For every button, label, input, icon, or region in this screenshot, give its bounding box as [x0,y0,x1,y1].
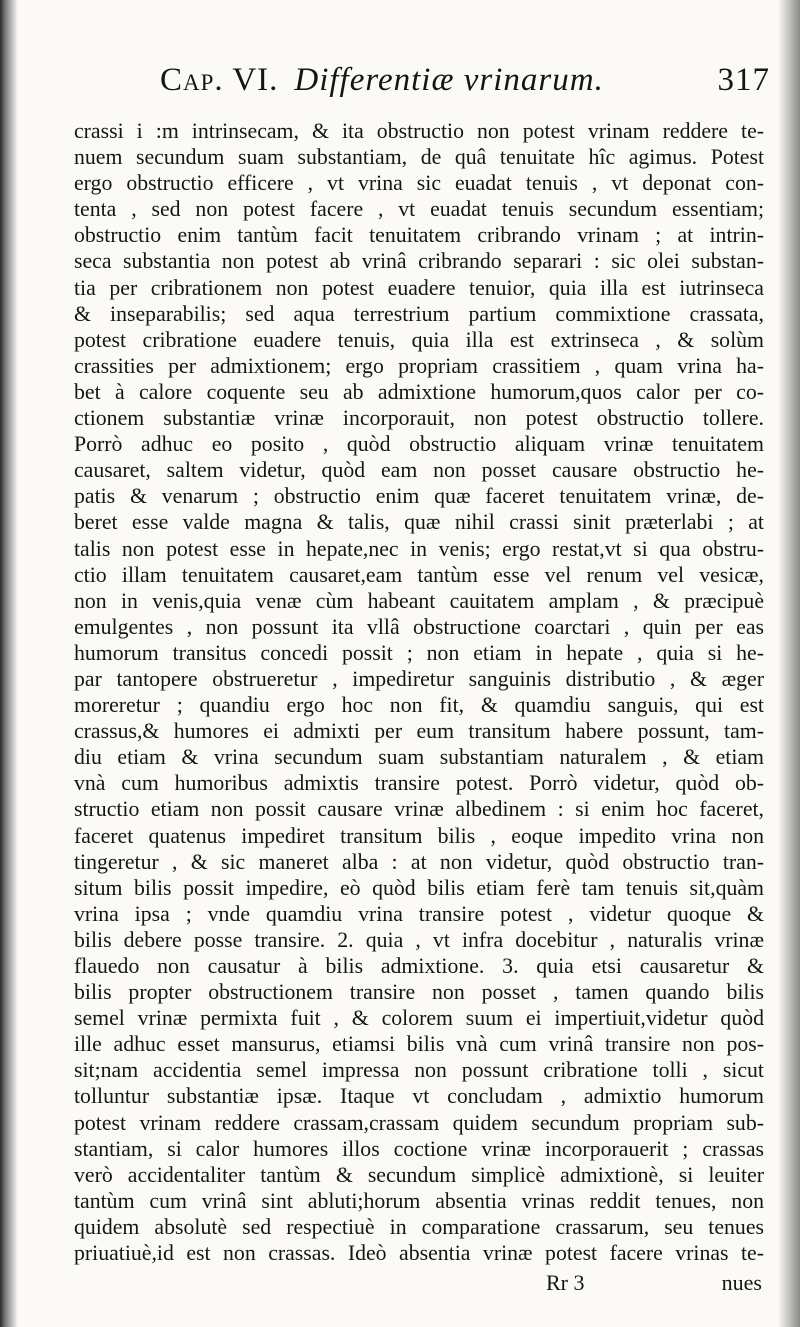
text-line: diu etiam & vrina secundum suam substantiam naturalem , & etiam [74,745,764,770]
text-line: tia per cribrationem non potest euadere tenuior, quia illa est iutrinseca [74,275,764,300]
text-line: ille adhuc esset mansurus, etiamsi bilis vnà cum vrinâ transire non pos- [74,1032,764,1057]
text-line: crassities per admixtionem; ergo propriam crassitiem , quam vrina ha- [74,353,764,378]
text-line: potest vrinam reddere crassam,crassam quidem secundum propriam sub- [74,1110,764,1135]
text-line: talis non potest esse in hepate,nec in venis; ergo restat,vt si qua obstru- [74,536,764,561]
page-number: 317 [717,62,770,98]
text-line: & inseparabilis; sed aqua terrestrium partium commixtione crassata, [74,301,764,326]
text-line: patis & venarum ; obstructio enim quæ faceret tenuitatem vrinæ, de- [74,484,764,509]
text-line: crassus,& humores ei admixti per eum transitum habere possunt, tam- [74,719,764,744]
text-line: ergo obstructio efficere , vt vrina sic euadat tenuis , vt deponat con- [74,171,764,196]
text-line: humorum transitus concedi possit ; non etiam in hepate , quia si he- [74,640,764,665]
running-header [160,62,770,108]
text-line: sit;nam accidentia semel impressa non possunt cribratione tolli , sicut [74,1058,764,1083]
text-line: emulgentes , non possunt ita vllâ obstructione coarctari , quin per eas [74,614,764,639]
text-line: tolluntur substantiæ ipsæ. Itaque vt concludam , admixtio humorum [74,1084,764,1109]
text-line: obstructio enim tantùm facit tenuitatem cribrando vrinam ; at intrin- [74,223,764,248]
text-line: potest cribratione euadere tenuis, quia illa est extrinseca , & solùm [74,327,764,352]
page-footer [74,1268,764,1302]
signature-mark: Rr 3 [546,1270,585,1295]
text-line: bilis debere posse transire. 2. quia , vt infra docebitur , naturalis vrinæ [74,927,764,952]
text-line: priuatiuè,id est non crassas. Ideò absentia vrinæ potest facere vrinas te- [74,1241,764,1266]
catchword: nues [721,1270,762,1295]
text-line: par tantopere obstrueretur , impediretur sanguinis distributio , & æger [74,666,764,691]
text-line: tantùm cum vrinâ sint abluti;horum absentia vrinas reddit tenues, non [74,1188,764,1213]
text-line: verò accidentaliter tantùm & secundum simplicè admixtionè, si leuiter [74,1162,764,1187]
text-line: tenta , sed non potest facere , vt euadat tenuis secundum essentiam; [74,197,764,222]
text-line: causaret, saltem videtur, quòd eam non posset causare obstructio he- [74,458,764,483]
text-line: faceret quatenus impediret transitum bilis , eoque impedito vrina non [74,823,764,848]
text-line: beret esse valde magna & talis, quæ nihil crassi sinit præterlabi ; at [74,510,764,535]
text-line: non in venis,quia venæ cùm habeant cauitatem amplam , & præcipuè [74,588,764,613]
text-line: moreretur ; quandiu ergo hoc non fit, & quamdiu sanguis, qui est [74,693,764,718]
text-line: Porrò adhuc eo posito , quòd obstructio aliquam vrinæ tenuitatem [74,432,764,457]
chapter-label: Cap. VI. [160,62,279,98]
text-line: semel vrinæ permixta fuit , & colorem suum ei impertiuit,videtur quòd [74,1006,764,1031]
text-line: tingeretur , & sic maneret alba : at non videtur, quòd obstructio tran- [74,849,764,874]
text-line: seca substantia non potest ab vrinâ cribrando separari : sic olei substan- [74,249,764,274]
text-line: ctio illam tenuitatem causaret,eam tantùm esse vel renum vel vesicæ, [74,562,764,587]
text-line: ctionem substantiæ vrinæ incorporauit, non potest obstructio tollere. [74,406,764,431]
text-line: stantiam, si calor humores illos coctione vrinæ incorporauerit ; crassas [74,1136,764,1161]
text-line: crassi i :m intrinsecam, & ita obstructio non potest vrinam reddere te- [74,119,764,143]
text-line: bet à calore coquente seu ab admixtione humorum,quos calor per co- [74,379,764,404]
text-line: vrina ipsa ; vnde quamdiu vrina transire potest , videtur quoque & [74,901,764,926]
text-line: structio etiam non possit causare vrinæ albedinem : si enim hoc faceret, [74,797,764,822]
text-line: bilis propter obstructionem transire non posset , tamen quando bilis [74,980,764,1005]
text-line: vnà cum humoribus admixtis transire potest. Porrò videtur, quòd ob- [74,771,764,796]
text-line: situm bilis possit impedire, eò quòd bilis etiam ferè tam tenuis sit,quàm [74,875,764,900]
text-line: flauedo non causatur à bilis admixtione. 3. quia etsi causaretur & [74,954,764,978]
body-text [74,118,764,1266]
text-line: nuem secundum suam substantiam, de quâ tenuitate hîc agimus. Potest [74,145,764,170]
page-title: Differentiæ vrinarum. [294,62,604,98]
text-line: quidem absolutè sed respectiuè in comparatione crassarum, seu tenues [74,1214,764,1239]
